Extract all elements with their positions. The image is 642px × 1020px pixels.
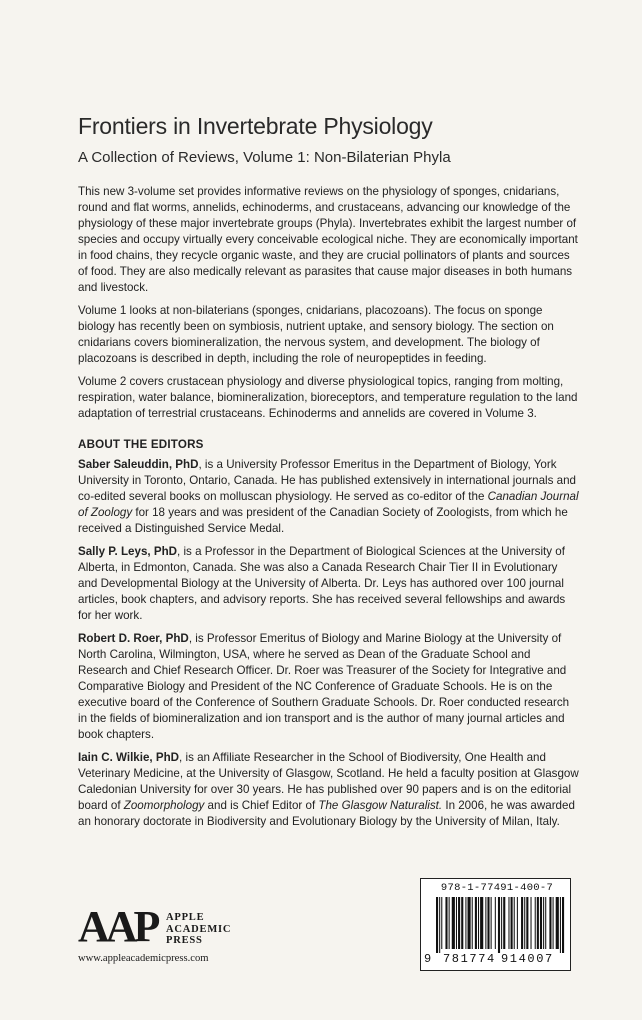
barcode-bar — [511, 897, 513, 949]
editor-bio: Saber Saleuddin, PhD, is a University Professor Emeritus in the Department of Biology, York University in Toronto, Ontario, Canada. He has published extensively in international journals and co-edited several books on molluscan physiology. He served as co-editor of the Canadian Journal of Zoology for 18 years and was president of the Canadian Society of Zoologists, from which he received a Distinguished Service Medal. — [78, 458, 579, 535]
editor-bio: Sally P. Leys, PhD, is a Professor in the Department of Biological Sciences at the University of Alberta, in Edmonton, Canada. She was also a Canada Research Chair Tier II in Evolutionary and Developmental Biology at the University of Alberta. Dr. Leys has authored over 100 journal articles, book chapters, and advisory reports. She has received several fellowships and awards for her work. — [78, 545, 566, 622]
barcode-bar — [540, 897, 542, 949]
editors-heading: ABOUT THE EDITORS — [78, 438, 204, 451]
editor-name: Saber Saleuddin, PhD — [78, 458, 199, 471]
barcode-bar — [441, 897, 442, 949]
barcode-bar — [501, 897, 502, 949]
barcode-bar — [436, 897, 438, 953]
isbn-number: 978-1-77491-400-7 — [440, 882, 554, 894]
barcode-bar — [556, 897, 559, 949]
aap-logo-icon: AAP — [78, 902, 157, 951]
book-title: Frontiers in Invertebrate Physiology — [78, 113, 433, 139]
barcode-bar — [487, 897, 489, 949]
barcode-bar — [465, 897, 466, 949]
editor-name: Sally P. Leys, PhD — [78, 545, 178, 558]
barcode-bar — [545, 897, 546, 949]
description-paragraph: Volume 1 looks at non-bilaterians (sponges, cnidarians, placozoans). The focus on sponge biology has recently been on symbiosis, nutrient uptake, and sensory biology. The section on cnidarians covers biomineralization, the nervous system, and development. The biology of placozoans is described in depth, including the role of neuropeptides in feeding. — [78, 304, 554, 365]
editor-bio: Robert D. Roer, PhD, is Professor Emeritus of Biology and Marine Biology at the University of North Carolina, Wilmington, USA, where he served as Dean of the Graduate School and Research and Chief Research Officer. Dr. Roer was Treasurer of the Society for Integrative and Comparative Biology and President of the NC Conference of Graduate Schools. He is on the executive board of the Conference of Southern Graduate Schools. Dr. Roer conducted research in the fields of biomineralization and ion transport and is the author of many journal articles and book chapters. — [78, 632, 570, 741]
barcode-bar — [498, 897, 500, 953]
isbn-barcode: 978-1-77491-400-7 9 781774 914007 — [420, 878, 571, 971]
barcode-bar — [480, 897, 483, 949]
editor-bio: Iain C. Wilkie, PhD, is an Affiliate Researcher in the School of Biodiversity, One Health and Veterinary Medicine, at the University of Glasgow, Scotland. He held a faculty position at Glasgow Caledonian University for over 30 years. He has published over 90 papers and is on the editorial board of Zoomorphology and is Chief Editor of The Glasgow Naturalist. In 2006, he was awarded an honorary doctorate in Biodiversity and Evolutionary Biology by the University of Milan, Italy. — [78, 751, 579, 828]
description-block — [78, 184, 580, 837]
publisher-url: www.appleacademicpress.com — [78, 953, 209, 964]
barcode-bar — [452, 897, 455, 949]
barcode-bar — [562, 897, 564, 953]
description-paragraph: This new 3-volume set provides informative reviews on the physiology of sponges, cnidarians, round and flat worms, annelids, echinoderms, and crustaceans, advancing our knowledge of the physiology of these major invertebrate groups (Phyla). Invertebrates exhibit the largest number of species and occupy virtually every conceivable ecological niche. They are economically important in food chains, they recycle organic waste, and they are crucial pollinators of plants and sources of food. They are also medically relevant as parasites that cause major diseases in both humans and livestock. — [78, 185, 578, 294]
barcode-bar — [524, 897, 525, 949]
book-subtitle: A Collection of Reviews, Volume 1: Non-Bilaterian Phyla — [78, 149, 451, 166]
publisher-name: APPLE ACADEMIC PRESS — [166, 912, 232, 946]
editor-name: Robert D. Roer, PhD — [78, 632, 189, 645]
barcode-bar — [445, 897, 447, 949]
barcode-bar — [537, 897, 539, 949]
barcode-bar — [461, 897, 463, 949]
barcode-bar — [531, 897, 532, 949]
barcode-bar — [495, 897, 496, 949]
description-paragraph: Volume 2 covers crustacean physiology and diverse physiological topics, ranging from molting, respiration, water balance, biomineralization, bioreceptors, and temperature regulation to the land adaptation of terrestrial crustaceans. Echinoderms and annelids are covered in Volume 3. — [78, 375, 578, 420]
barcode-bar — [439, 897, 440, 953]
barcode-bar — [478, 897, 479, 949]
barcode-bar — [472, 897, 473, 949]
barcode-bar — [514, 897, 515, 949]
barcode-bar — [468, 897, 471, 949]
barcode-bar — [535, 897, 536, 949]
barcode-bars — [426, 897, 565, 953]
barcode-bar — [458, 897, 460, 949]
barcode-bar — [553, 897, 554, 949]
barcode-bar — [491, 897, 492, 949]
barcode-bar — [508, 897, 509, 949]
barcode-bar — [503, 897, 505, 949]
barcode-bar — [543, 897, 544, 949]
barcode-bar — [521, 897, 523, 949]
editor-name: Iain C. Wilkie, PhD — [78, 751, 180, 764]
barcode-bar — [449, 897, 450, 949]
barcode-bar — [475, 897, 477, 949]
barcode-bar — [526, 897, 528, 949]
barcode-bar — [560, 897, 561, 953]
barcode-bar — [517, 897, 518, 949]
barcode-bar — [456, 897, 457, 949]
barcode-bar — [549, 897, 551, 949]
barcode-bar — [485, 897, 486, 949]
